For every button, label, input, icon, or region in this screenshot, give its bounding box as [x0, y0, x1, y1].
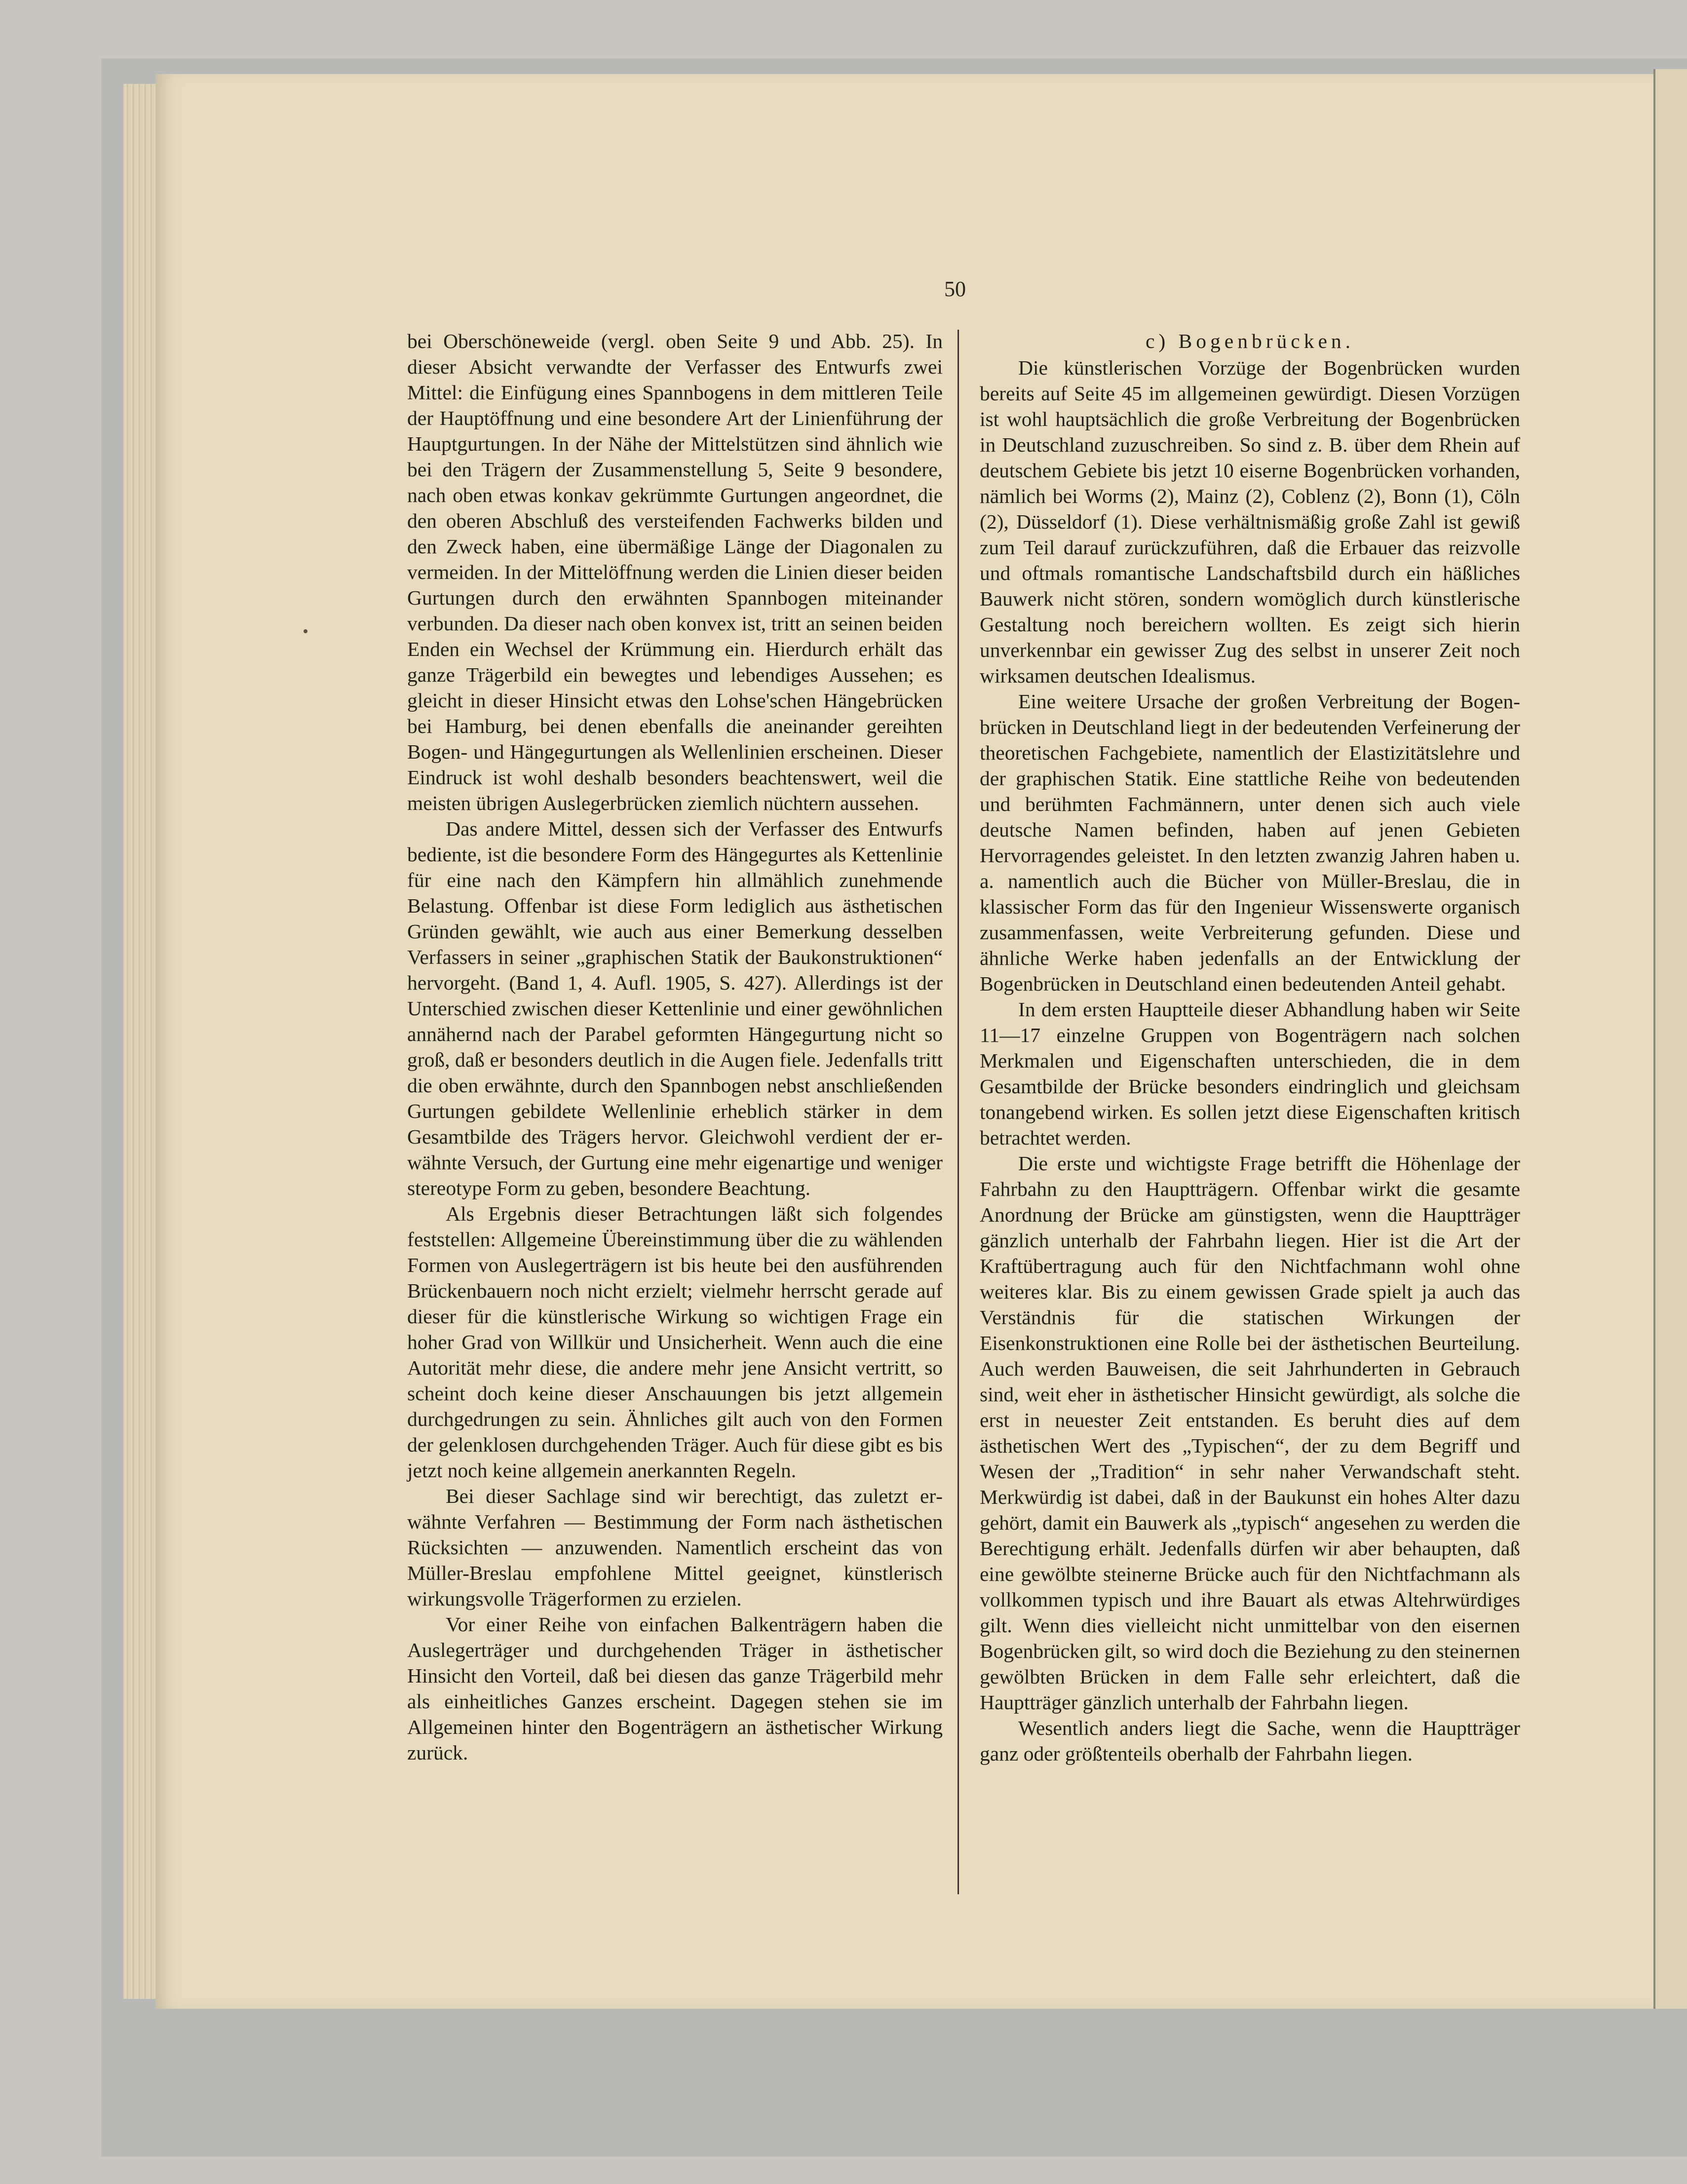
- paragraph: Bei dieser Sachlage sind wir berechtigt, das zuletzt erwähnte Verfahren — Bestimmung der Form nach ästhetischen Rücksichten — anzuwenden. Namentlich erscheint das von Müller-Breslau empfohlene Mittel geeignet, künstlerisch wirkungsvolle Trägerformen zu erzielen.: [407, 1485, 943, 1610]
- paragraph: Vor einer Reihe von einfachen Balkenträgern haben die Auslegerträger und durchgehenden Träger in ästhetischer Hinsicht den Vorteil, daß bei diesen das ganze Trägerbild mehr als einheitliches Ganzes erscheint. Dagegen stehen sie im Allgemeinen hinter den Bogenträgern an ästhetischer Wirkung zurück.: [407, 1613, 943, 1764]
- column-divider: [958, 330, 959, 1894]
- paragraph: Das andere Mittel, dessen sich der Verfasser des Entwurfs bediente, ist die besondere Form des Hängegurtes als Kettenlinie für eine nach den Kämpfern hin allmählich zunehmende Belastung. Offenbar ist diese Form lediglich aus ästhetischen Gründen gewählt, wie auch aus einer Bemerkung desselben Verfassers in seiner „graphischen Statik der Baukonstruktionen“ hervorgeht. (Band 1, 4. Aufl. 1905, S. 427). Allerdings ist der Unterschied zwischen dieser Kettenlinie und einer gewöhnlichen annähernd nach der Parabel geformten Hängegurtung nicht so groß, daß er besonders deutlich in die Augen fiele. Jedenfalls tritt die oben erwähnte, durch den Spannbogen nebst anschließenden Gurtungen gebildete Wellenlinie erheblich stärker in dem Gesamtbilde des Trägers hervor. Gleichwohl verdient der erwähnte Versuch, der Gurtung eine mehr eigenartige und weniger stereotype Form zu geben, besondere Beachtung.: [407, 817, 943, 1199]
- facing-page-edge: [1653, 69, 1687, 2009]
- left-column: [407, 328, 943, 1765]
- page-number: 50: [944, 277, 966, 301]
- paragraph: bei Oberschöneweide (vergl. oben Seite 9 und Abb. 25). In dieser Absicht verwandte der Verfasser des Entwurfs zwei Mittel: die Einfügung eines Spannbogens in dem mittleren Teile der Hauptöffnung und eine besondere Art der Linienführung der Hauptgurtungen. In der Nähe der Mittelstützen sind ähnlich wie bei den Trägern der Zusammenstellung 5, Seite 9 besondere, nach oben etwas konkav gekrümmte Gurtungen angeordnet, die den oberen Abschluß des versteifenden Fachwerks bilden und den Zweck haben, eine übermäßige Länge der Diagonalen zu vermeiden. In der Mittelöffnung werden die Linien dieser beiden Gurtungen durch den erwähnten Spannbogen miteinander verbunden. Da dieser nach oben konvex ist, tritt an seinen beiden Enden ein Wechsel der Krümmung ein. Hierdurch erhält das ganze Trägerbild ein bewegtes und lebendiges Aussehen; es gleicht in dieser Hinsicht etwas den Lohse'schen Hängebrücken bei Hamburg, bei denen ebenfalls die aneinander gereihten Bogen- und Hängegurtungen als Wellenlinien erscheinen. Dieser Eindruck ist wohl deshalb besonders beachtenswert, weil die meisten übrigen Auslegerbrücken ziemlich nüchtern aussehen.: [407, 330, 943, 814]
- paragraph: Eine weitere Ursache der großen Verbreitung der Bogenbrücken in Deutschland liegt in der bedeutenden Verfeinerung der theoretischen Fachgebiete, namentlich der Elastizitätslehre und der graphischen Statik. Eine stattliche Reihe von bedeutenden und berühmten Fachmännern, unter denen sich auch viele deutsche Namen befinden, haben auf jenen Gebieten Hervorragendes geleistet. In den letzten zwanzig Jahren haben u. a. namentlich auch die Bücher von Müller-Breslau, die in klassischer Form das für den Ingenieur Wissenswerte organisch zusammenfassen, weite Verbreiterung gefunden. Diese und ähnliche Werke haben jedenfalls an der Entwicklung der Bogenbrücken in Deutschland einen bedeutenden Anteil gehabt.: [980, 690, 1520, 995]
- paragraph: Wesentlich anders liegt die Sache, wenn die Hauptträger ganz oder größtenteils oberhalb der Fahrbahn liegen.: [980, 1717, 1520, 1765]
- paragraph: In dem ersten Hauptteile dieser Abhandlung haben wir Seite 11—17 einzelne Gruppen von Bogenträgern nach solchen Merkmalen und Eigenschaften unterschieden, die in dem Gesamtbilde der Brücke besonders eindringlich und gleichsam tonangebend wirken. Es sollen jetzt diese Eigenschaften kritisch betrachtet werden.: [980, 998, 1520, 1149]
- right-column: [980, 328, 1520, 1766]
- paper-speck: [304, 629, 307, 633]
- paragraph: Die künstlerischen Vorzüge der Bogenbrücken wurden bereits auf Seite 45 im allgemeinen gewürdigt. Diesen Vorzügen ist wohl hauptsächlich die große Verbreitung der Bogenbrücken in Deutschland zuzuschreiben. So sind z. B. über dem Rhein auf deutschem Gebiete bis jetzt 10 eiserne Bogenbrücken vorhanden, nämlich bei Worms (2), Mainz (2), Coblenz (2), Bonn (1), Cöln (2), Düsseldorf (1). Diese verhältnismäßig große Zahl ist gewiß zum Teil darauf zurückzuführen, daß die Erbauer das reizvolle und oftmals romantische Landschaftsbild durch ein häßliches Bauwerk nicht stören, sondern womöglich durch künstlerische Gestaltung noch bereichern wollten. Es zeigt sich hierin unverkennbar ein gewisser Zug des selbst in unserer Zeit noch wirksamen deutschen Idealismus.: [980, 356, 1520, 687]
- section-heading: c) Bogenbrücken.: [1146, 330, 1354, 352]
- paragraph: Als Ergebnis dieser Betrachtungen läßt sich folgendes feststellen: Allgemeine Übereinstimmung über die zu wählenden Formen von Auslegerträgern ist bis heute bei den ausführenden Brückenbauern noch nicht erzielt; vielmehr herrscht gerade auf dieser für die künstlerische Wirkung so wichtigen Frage ein hoher Grad von Willkür und Unsicherheit. Wenn auch die eine Autorität mehr diese, die andere mehr jene Ansicht vertritt, so scheint doch keine dieser Anschauungen bis jetzt allgemein durchgedrungen zu sein. Ähnliches gilt auch von den Formen der gelenklosen durchgehenden Träger. Auch für diese gibt es bis jetzt noch keine allgemein anerkannten Regeln.: [407, 1202, 943, 1482]
- paragraph: Die erste und wichtigste Frage betrifft die Höhenlage der Fahrbahn zu den Hauptträgern. Offenbar wirkt die gesamte Anordnung der Brücke am günstigsten, wenn die Hauptträger gänzlich unterhalb der Fahrbahn liegen. Hier ist die Art der Kraftübertragung auch für den Nichtfachmann wohl ohne weiteres klar. Bis zu einem gewissen Grade spielt ja auch das Verständnis für die statischen Wirkungen der Eisenkonstruktionen eine Rolle bei der ästhetischen Beurteilung. Auch werden Bauweisen, die seit Jahrhunderten in Gebrauch sind, weit eher in ästhetischer Hinsicht gewürdigt, als solche die erst in neuester Zeit entstanden. Es beruht dies auf dem ästhetischen Wert des „Typischen“, der zu dem Begriff und Wesen der „Tradition“ in sehr naher Verwandschaft steht. Merkwürdig ist dabei, daß in der Baukunst ein hohes Alter dazu gehört, damit ein Bauwerk als „typisch“ angesehen zu werden die Berechtigung erhält. Jedenfalls dürfen wir aber behaupten, daß eine gewölbte steinerne Brücke auch für den Nichtfachmann als vollkommen typisch und ihre Bauart als etwas Altehrwürdiges gilt. Wenn dies vielleicht nicht unmittelbar von den eisernen Bogenbrücken gilt, so wird doch die Beziehung zu den steinernen gewölbten Brücken in dem Falle sehr erleichtert, daß die Hauptträger gänzlich unterhalb der Fahrbahn liegen.: [980, 1152, 1520, 1714]
